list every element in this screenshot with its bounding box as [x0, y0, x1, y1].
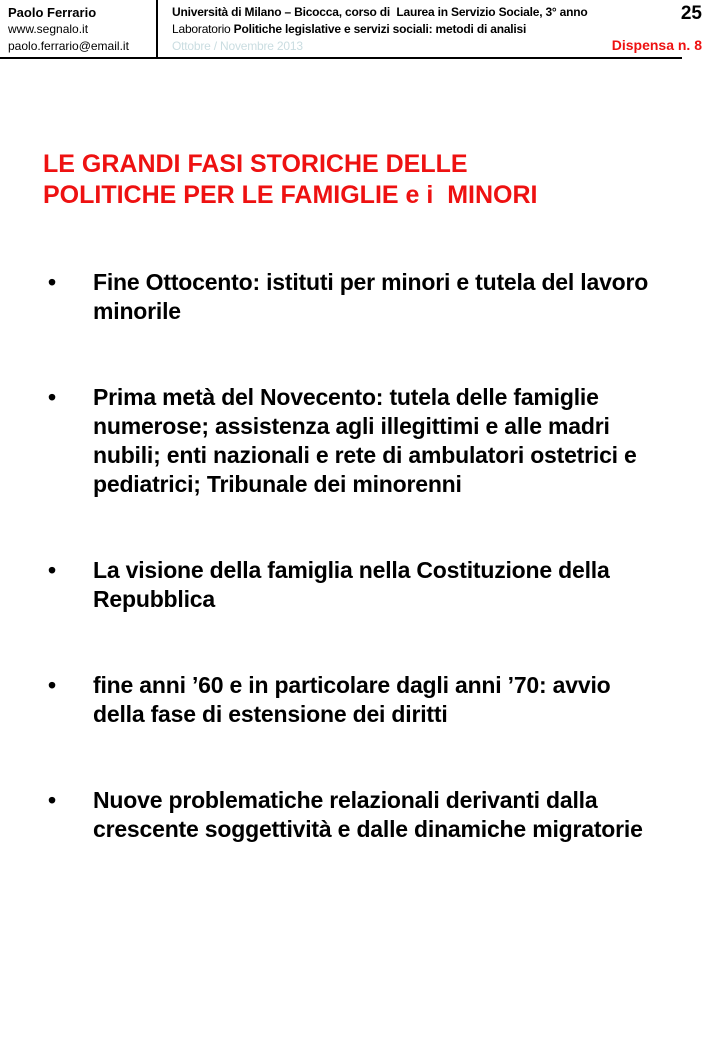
bullet-icon: •: [48, 672, 57, 698]
bullet-text: fine anni ’60 e in particolare dagli anni ’70: avvio della fase di estensione dei diritti: [93, 672, 617, 727]
author-email: paolo.ferrario@email.it: [8, 39, 129, 53]
handout-label: Dispensa n. 8: [611, 37, 702, 53]
author-block: [8, 4, 129, 55]
bullet-item: [0, 556, 660, 614]
bullet-icon: •: [48, 557, 57, 583]
course-date: Ottobre / Novembre 2013: [172, 39, 303, 53]
author-website: www.segnalo.it: [8, 22, 89, 36]
slide-title-line1: LE GRANDI FASI STORICHE DELLE: [43, 150, 468, 178]
page-number: 25: [680, 3, 702, 24]
course-subtitle-emphasis: Politiche legislative e servizi sociali: metodi di analisi: [233, 22, 527, 36]
header-vertical-divider: [156, 0, 158, 57]
bullet-list: [0, 268, 660, 844]
course-title: Università di Milano – Bicocca, corso di Laurea in Servizio Sociale, 3° anno: [172, 5, 588, 19]
course-block: [172, 4, 662, 55]
bullet-text: La visione della famiglia nella Costituzione della Repubblica: [93, 557, 616, 612]
course-subtitle-prefix: Laboratorio: [172, 22, 234, 36]
slide-body: [0, 149, 720, 844]
bullet-text: Fine Ottocento: istituti per minori e tutela del lavoro minorile: [93, 269, 655, 324]
bullet-item: [0, 671, 660, 729]
page-header: [0, 0, 720, 59]
bullet-icon: •: [48, 384, 57, 410]
bullet-icon: •: [48, 787, 57, 813]
bullet-item: [0, 383, 660, 499]
bullet-item: [0, 786, 660, 844]
header-rule: [0, 57, 682, 59]
slide-title: [43, 149, 720, 211]
bullet-item: [0, 268, 660, 326]
author-name: Paolo Ferrario: [8, 5, 97, 20]
course-subtitle: [172, 21, 662, 38]
bullet-text: Nuove problematiche relazionali derivanti dalla crescente soggettività e dalle dinamiche migratorie: [93, 787, 643, 842]
slide-title-line2: POLITICHE PER LE FAMIGLIE e i MINORI: [43, 181, 538, 209]
bullet-icon: •: [48, 269, 57, 295]
bullet-text: Prima metà del Novecento: tutela delle famiglie numerose; assistenza agli illegittimi e alle madri nubili; enti nazionali e rete di ambulatori ostetrici e pediatrici; Tribunale dei minorenni: [93, 384, 643, 497]
